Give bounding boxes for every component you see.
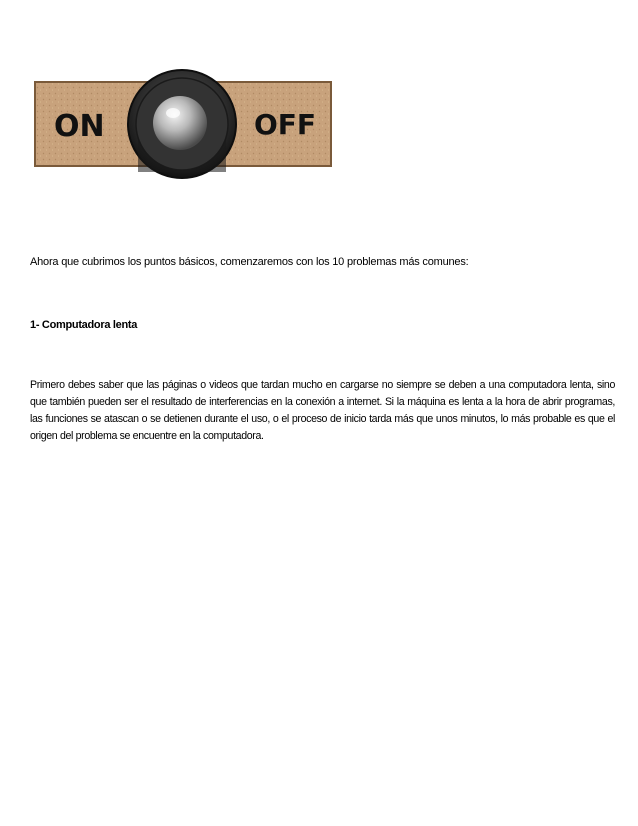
body-paragraph: Primero debes saber que las páginas o videos que tardan mucho en cargarse no siempre se deben a una computadora lenta, sino que también pueden ser el resultado de interferencias en la conexión a internet. Si la máquina es lenta a la hora de abrir programas, las funciones se atascan o se detienen durante el uso, o el proceso de inicio tarda más que unos minutos, lo más probable es que el origen del problema se encuentre en la computadora. bbox=[30, 379, 615, 442]
knob-highlight bbox=[166, 108, 180, 118]
knob-ball bbox=[153, 96, 207, 150]
on-off-switch-illustration bbox=[30, 68, 340, 184]
on-label: ON bbox=[54, 109, 105, 144]
on-off-switch-image bbox=[30, 68, 340, 184]
intro-text: Ahora que cubrimos los puntos básicos, comenzaremos con los 10 problemas más comunes: bbox=[30, 256, 469, 268]
off-label: OFF bbox=[254, 108, 317, 141]
section-heading: 1- Computadora lenta bbox=[30, 319, 138, 331]
